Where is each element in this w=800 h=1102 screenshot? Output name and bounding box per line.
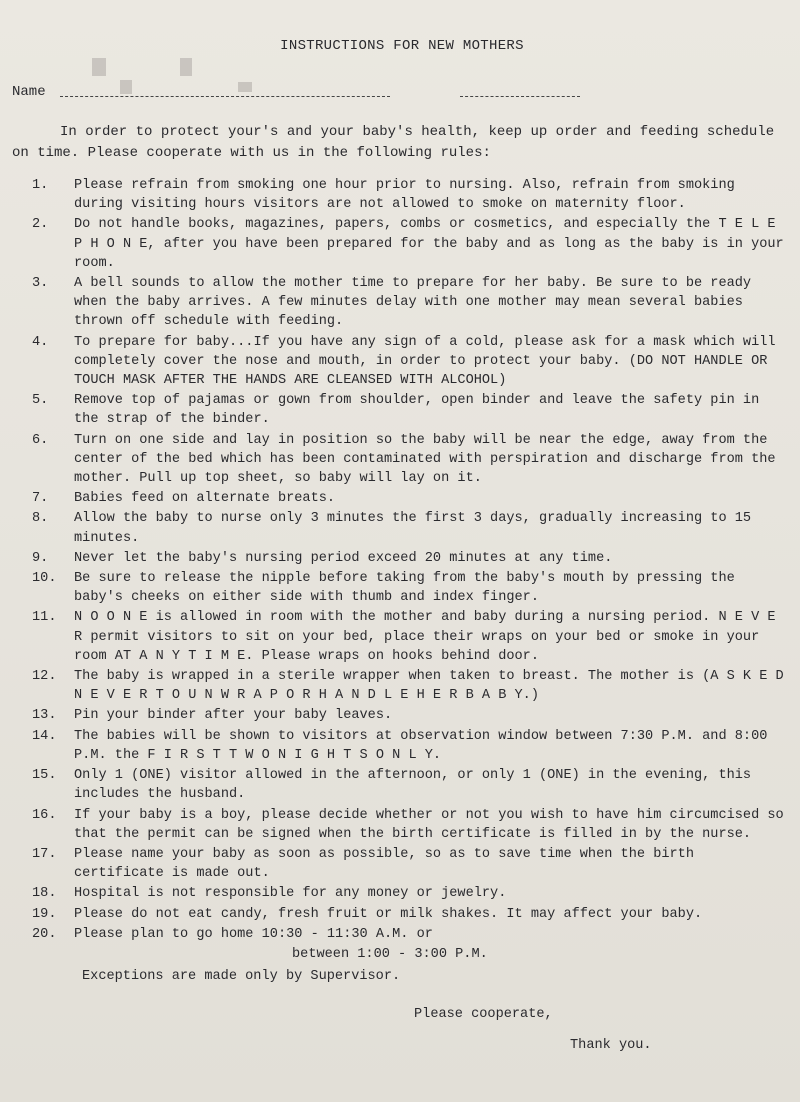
rule-number: 20. <box>32 926 57 942</box>
rule-number: 17. <box>32 846 57 862</box>
rule-number: 10. <box>32 571 57 587</box>
rule-20-between: between 1:00 - 3:00 P.M. <box>292 946 488 962</box>
rule-number: 6. <box>32 432 49 448</box>
rule-number: 14. <box>32 728 57 744</box>
rule-text: The babies will be shown to visitors at observation window between 7:30 P.M. and 8:00 P.M. the F I R S T T W O N I G H T S O N L Y. <box>74 728 768 763</box>
rule-text: N O O N E is allowed in room with the mother and baby during a nursing period. N E V E R permit visitors to sit on your bed, place their wraps on your bed or smoke in your room AT A N Y T I M E. Please wraps on hooks behind door. <box>74 610 776 664</box>
rule-text: Pin your binder after your baby leaves. <box>74 708 393 724</box>
name-label: Name <box>12 84 46 100</box>
rule-number: 16. <box>32 807 57 823</box>
rule-text: The baby is wrapped in a sterile wrapper when taken to breast. The mother is (A S K E D N E V E R T O U N W R A P O R H A N D L E H E R B A B Y.) <box>74 669 784 704</box>
rule-number: 13. <box>32 708 57 724</box>
rule-text: To prepare for baby...If you have any sign of a cold, please ask for a mask which will completely cover the nose and mouth, in order to protect your baby. (DO NOT HANDLE OR TOUCH MASK AFTER THE HANDS ARE CLEANSED WITH ALCOHOL) <box>74 334 776 389</box>
rule-text: A bell sounds to allow the mother time to prepare for her baby. Be sure to be ready when the baby arrives. A few minutes delay with one mother may mean several babies thrown off schedule with feeding. <box>74 276 752 330</box>
name-line <box>12 84 786 100</box>
rule-item <box>12 509 786 547</box>
rule-number: 4. <box>32 334 49 350</box>
name-blank-continued <box>460 96 580 97</box>
rule-item <box>12 608 786 666</box>
rule-item <box>12 431 786 489</box>
rule-item <box>12 274 786 332</box>
rule-item <box>12 549 786 568</box>
rule-number: 2. <box>32 217 49 233</box>
rule-text: Remove top of pajamas or gown from shoulder, open binder and leave the safety pin in the strap of the binder. <box>74 393 760 428</box>
redaction-mark <box>120 80 132 94</box>
rule-text: Babies feed on alternate breats. <box>74 491 336 507</box>
rule-number: 3. <box>32 276 49 292</box>
rule-item <box>12 569 786 607</box>
rule-number: 18. <box>32 886 57 902</box>
redaction-mark <box>238 82 252 92</box>
document-title: INSTRUCTIONS FOR NEW MOTHERS <box>280 38 524 54</box>
redaction-mark <box>92 58 106 76</box>
intro-paragraph: In order to protect your's and your baby's health, keep up order and feeding schedule on time. Please cooperate with us in the following rules: <box>12 124 775 161</box>
rule-number: 9. <box>32 550 49 566</box>
rule-text: Please name your baby as soon as possible, so as to save time when the birth certificate is made out. <box>74 846 694 882</box>
rule-item <box>12 845 786 883</box>
rule-text: If your baby is a boy, please decide whether or not you wish to have him circumcised so that the permit can be signed when the birth certificate is filled in by the nurse. <box>74 807 784 842</box>
please-cooperate: Please cooperate, <box>414 1006 553 1022</box>
rule-item <box>12 727 786 765</box>
rule-item <box>12 176 786 214</box>
rule-number: 8. <box>32 511 49 527</box>
rule-number: 12. <box>32 669 57 685</box>
rule-text: Hospital is not responsible for any money or jewelry. <box>74 886 507 902</box>
rule-number: 5. <box>32 393 49 409</box>
rule-text: Please do not eat candy, fresh fruit or milk shakes. It may affect your baby. <box>74 906 703 922</box>
rule-text: Be sure to release the nipple before taking from the baby's mouth by pressing the baby's cheeks on either side with thumb and index finger. <box>74 571 735 606</box>
rule-item <box>12 884 786 903</box>
name-blank <box>60 96 390 97</box>
rule-number: 11. <box>32 610 57 626</box>
rule-text: Only 1 (ONE) visitor allowed in the afternoon, or only 1 (ONE) in the evening, this includes the husband. <box>74 768 752 803</box>
rule-item <box>12 905 786 924</box>
closing <box>12 1007 786 1053</box>
rule-text: Never let the baby's nursing period exceed 20 minutes at any time. <box>74 550 613 566</box>
rule-20-continuation <box>12 945 786 987</box>
rule-text: Allow the baby to nurse only 3 minutes the first 3 days, gradually increasing to 15 minutes. <box>74 511 752 546</box>
rule-number: 15. <box>32 768 57 784</box>
rule-item <box>12 766 786 804</box>
rule-item <box>12 391 786 429</box>
exceptions-note: Exceptions are made only by Supervisor. <box>82 968 401 984</box>
rule-item <box>12 706 786 725</box>
rule-item <box>12 489 786 508</box>
rule-item <box>12 333 786 391</box>
rule-item <box>12 806 786 844</box>
redaction-mark <box>180 58 192 76</box>
rule-text: Do not handle books, magazines, papers, combs or cosmetics, and especially the T E L E P H O N E, after you have been prepared for the baby and as long as the baby is in your room. <box>74 217 784 271</box>
rule-text: Turn on one side and lay in position so the baby will be near the edge, away from the center of the bed which has been contaminated with perspiration and discharge from the mother. Pull up top sheet, so baby will lay on it. <box>74 432 776 487</box>
rule-text: Please plan to go home 10:30 - 11:30 A.M. or <box>74 926 433 942</box>
rule-number: 19. <box>32 906 57 922</box>
rule-item <box>12 667 786 705</box>
rule-item <box>12 925 786 944</box>
rule-number: 1. <box>32 178 49 193</box>
rule-text: Please refrain from smoking one hour prior to nursing. Also, refrain from smoking during visiting hours visitors are not allowed to smoke on maternity floor. <box>74 178 735 213</box>
rule-item <box>12 215 786 273</box>
rules-list <box>12 176 786 944</box>
rule-number: 7. <box>32 491 49 507</box>
thank-you: Thank you. <box>570 1037 652 1053</box>
